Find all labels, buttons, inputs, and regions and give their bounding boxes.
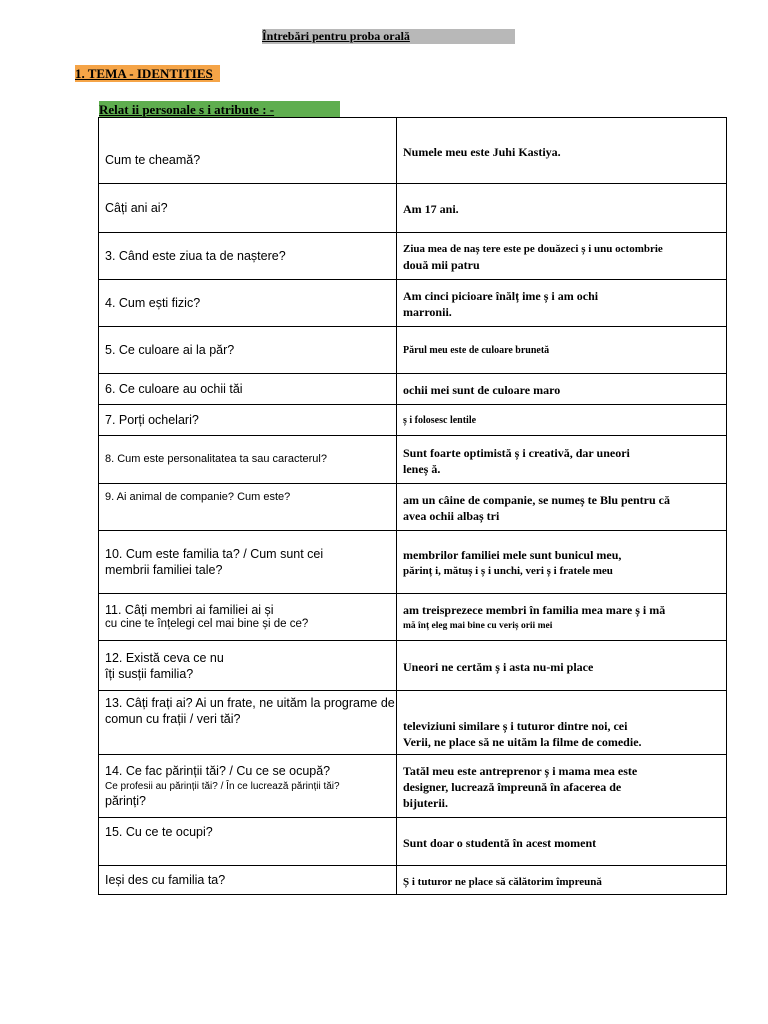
answer-text: Sunt doar o studentă în acest moment	[403, 835, 597, 850]
question-cell	[99, 641, 397, 691]
question-cell	[99, 327, 397, 374]
answer-cell	[397, 594, 727, 641]
answer-text: televiziuni similare ș i tuturor dintre noi, cei	[403, 719, 628, 733]
question-cell	[99, 118, 397, 184]
table-row	[99, 280, 727, 327]
table-row	[99, 327, 727, 374]
question-text: 9. Ai animal de companie? Cum este?	[105, 491, 291, 503]
question-text: comun cu frații / veri tăi?	[105, 712, 241, 726]
answer-text: Numele meu este Juhi Kastiya.	[403, 144, 561, 159]
answer-text: avea ochii albaș tri	[403, 509, 500, 523]
answer-text: ochii mei sunt de culoare maro	[403, 383, 561, 397]
table-row	[99, 531, 727, 594]
answer-text: Tatăl meu este antreprenor ș i mama mea este	[403, 764, 638, 778]
answer-cell	[397, 641, 727, 691]
table-row	[99, 691, 727, 755]
question-text: părinți?	[105, 793, 146, 808]
question-text: 6. Ce culoare au ochii tăi	[105, 382, 243, 396]
answer-cell	[397, 327, 727, 374]
answer-text: ș i folosesc lentile	[403, 415, 477, 426]
answer-cell	[397, 484, 727, 531]
question-text: 15. Cu ce te ocupi?	[105, 825, 213, 839]
question-text: 13. Câți frați ai? Ai un frate, ne uităm la programe de	[105, 696, 395, 710]
question-cell	[99, 691, 397, 755]
question-text: cu cine te înțelegi cel mai bine și de ce?	[105, 618, 309, 630]
answer-cell	[397, 531, 727, 594]
question-text: membrii familiei tale?	[105, 563, 223, 577]
question-text: 4. Cum ești fizic?	[105, 296, 201, 310]
answer-cell	[397, 436, 727, 484]
answer-text: părinț i, mătuș i ș i unchi, veri ș i fratele meu	[403, 565, 613, 577]
subsection-title	[99, 101, 340, 118]
answer-text: Ziua mea de naș tere este pe douăzeci ș i unu octombrie	[403, 243, 663, 255]
question-text: 8. Cum este personalitatea ta sau caracterul?	[105, 453, 327, 465]
table-row	[99, 594, 727, 641]
answer-cell	[397, 691, 727, 755]
question-cell	[99, 374, 397, 405]
question-cell	[99, 755, 397, 818]
table-row	[99, 866, 727, 895]
answer-cell	[397, 818, 727, 866]
table-row	[99, 484, 727, 531]
answer-text: marronii.	[403, 305, 452, 319]
answer-cell	[397, 184, 727, 233]
table-row	[99, 233, 727, 280]
answer-cell	[397, 118, 727, 184]
question-text: Cum te cheamă?	[105, 152, 201, 167]
question-text: Ieși des cu familia ta?	[105, 873, 226, 887]
question-cell	[99, 531, 397, 594]
answer-cell	[397, 755, 727, 818]
question-cell	[99, 405, 397, 436]
answer-text: Sunt foarte optimistă ș i creativă, dar uneori	[403, 445, 630, 460]
table-row	[99, 118, 727, 184]
table-row	[99, 405, 727, 436]
question-cell	[99, 594, 397, 641]
answer-text: Am cinci picioare înălț ime ș i am ochi	[403, 289, 599, 303]
table-row	[99, 436, 727, 484]
answer-text: Am 17 ani.	[403, 202, 459, 216]
answer-text: Uneori ne certăm ș i asta nu-mi place	[403, 659, 594, 674]
question-text: 11. Câți membri ai familiei ai și	[105, 603, 274, 617]
question-cell	[99, 436, 397, 484]
question-text: 5. Ce culoare ai la păr?	[105, 343, 235, 357]
table-row	[99, 818, 727, 866]
answer-text: mă înț eleg mai bine cu veriș orii mei	[403, 621, 553, 631]
question-cell	[99, 866, 397, 895]
answer-cell	[397, 233, 727, 280]
section-title: 1. TEMA - IDENTITIES	[75, 65, 220, 82]
answer-text: Părul meu este de culoare brunetă	[403, 345, 550, 356]
table-row	[99, 641, 727, 691]
question-text: îți susții familia?	[105, 666, 194, 681]
table-row	[99, 184, 727, 233]
answer-text: Verii, ne place să ne uităm la filme de comedie.	[403, 735, 642, 749]
question-text: Ce profesii au părinții tăi? / În ce lucrează părinții tăi?	[105, 780, 340, 792]
question-text: 3. Când este ziua ta de naștere?	[105, 249, 286, 263]
document-title: Întrebări pentru proba orală	[262, 29, 515, 44]
question-text: 14. Ce fac părinții tăi? / Cu ce se ocupă?	[105, 763, 331, 778]
table-row	[99, 374, 727, 405]
answer-text: două mii patru	[403, 258, 480, 272]
answer-text: am un câine de companie, se numeș te Blu pentru că	[403, 493, 670, 507]
answer-text: leneș ă.	[403, 461, 441, 476]
answer-text: bijuterii.	[403, 796, 448, 810]
answer-cell	[397, 280, 727, 327]
answer-text: am treisprezece membri în familia mea mare ș i mă	[403, 603, 666, 617]
answer-text: membrilor familiei mele sunt bunicul meu,	[403, 548, 622, 562]
answer-cell	[397, 374, 727, 405]
question-cell	[99, 280, 397, 327]
question-cell	[99, 818, 397, 866]
subsection-title-text: Relat ii personale s i atribute : -	[99, 102, 275, 117]
table-row	[99, 755, 727, 818]
question-cell	[99, 484, 397, 531]
question-text: 10. Cum este familia ta? / Cum sunt cei	[105, 547, 324, 561]
answer-cell	[397, 405, 727, 436]
answer-text: Ș i tuturor ne place să călătorim împreună	[403, 876, 602, 888]
question-cell	[99, 233, 397, 280]
answer-cell	[397, 866, 727, 895]
answer-text: designer, lucrează împreună în afacerea de	[403, 780, 622, 794]
question-text: Câți ani ai?	[105, 201, 168, 215]
questions-table	[98, 117, 727, 895]
question-cell	[99, 184, 397, 233]
question-text: 12. Există ceva ce nu	[105, 650, 224, 665]
question-text: 7. Porți ochelari?	[105, 413, 199, 427]
